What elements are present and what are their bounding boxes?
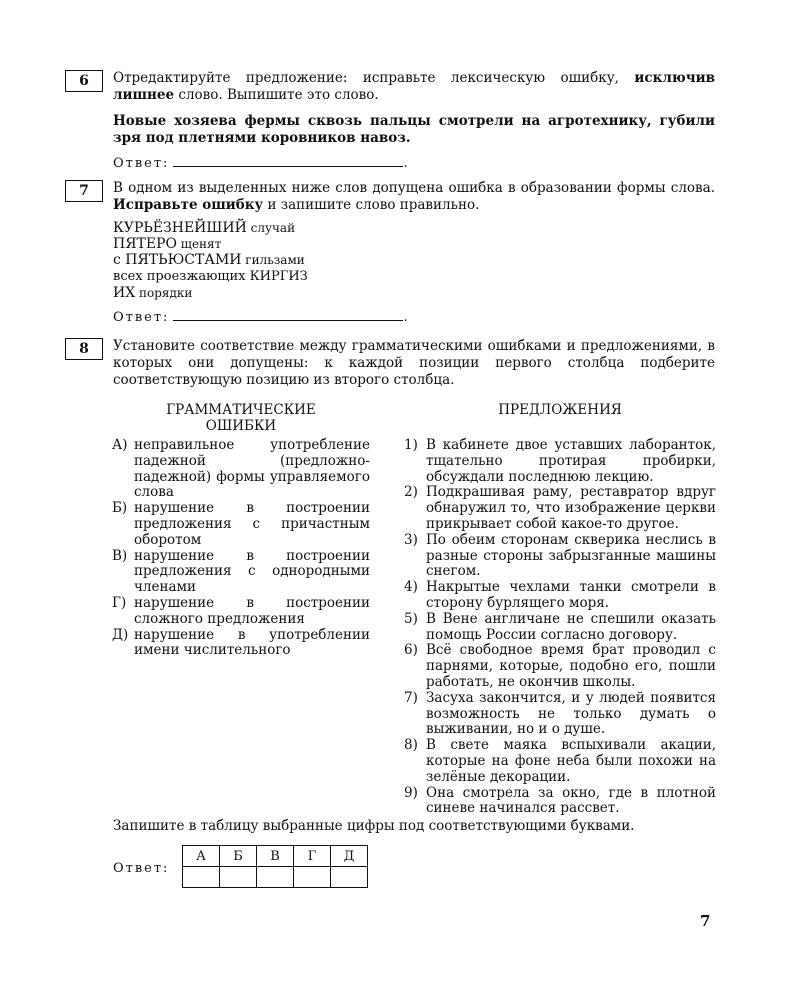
task-instruction: Отредактируйте предложение: исправьте лексическую ошибку, исключив лишнее слово. Выпишите это слово. xyxy=(113,70,715,103)
answer-cell-a[interactable] xyxy=(183,867,220,888)
sentence-item: 3) По обеим сторонам скверика неслись в разные стороны забрызганные машины снегом. xyxy=(404,531,716,580)
table-header-cell: В xyxy=(257,846,294,867)
answer-cell-d[interactable] xyxy=(331,867,368,888)
sentence-item: 2) Подкрашивая раму, реставратор вдруг обнаружил то, что изображение церкви прикрывает собой какое-то другое. xyxy=(404,484,716,532)
word-item: с ПЯТЬЮСТАМИ гильзами xyxy=(113,252,305,268)
answer-table-input-row xyxy=(183,867,368,888)
error-item: Г) нарушение в построении сложного предложения xyxy=(112,594,370,627)
table-header-cell: А xyxy=(183,846,220,867)
errors-header: ГРАММАТИЧЕСКИЕ ОШИБКИ xyxy=(166,402,316,434)
task-sentence: Новые хозяева фермы сквозь пальцы смотрели на агротехнику, губили зря под плетнями коровников навоз. xyxy=(113,113,715,146)
word-list xyxy=(113,220,715,301)
task-number: 7 xyxy=(65,180,103,202)
sentences-column xyxy=(404,402,716,817)
table-header-cell: Г xyxy=(294,846,331,867)
table-instruction: Запишите в таблицу выбранные цифры под соответствующими буквами. xyxy=(113,818,635,834)
table-header-cell: Б xyxy=(220,846,257,867)
answer-line[interactable]: Ответ: . xyxy=(113,310,408,325)
task-instruction: Установите соответствие между грамматическими ошибками и предложениями, в которых они допущены: к каждой позиции первого столбца подберите соответствующую позицию из второго столбца. xyxy=(113,338,715,388)
task-number: 8 xyxy=(65,338,103,360)
answer-field[interactable] xyxy=(173,166,403,167)
sentence-item: 5) В Вене англичане не спешили оказать помощь России согласно договору. xyxy=(404,610,716,643)
answer-table xyxy=(182,845,368,888)
error-item: Д) нарушение в употреблении имени числительного xyxy=(112,626,370,659)
error-item: Б) нарушение в построении предложения с причастным оборотом xyxy=(112,500,370,548)
error-item: В) нарушение в построении предложения с однородными членами xyxy=(112,547,370,596)
sentence-item: 1) В кабинете двое уставших лаборанток, тщательно протирая пробирки, обсуждали последнюю лекцию. xyxy=(404,437,716,485)
task-6 xyxy=(65,70,715,172)
error-item: А) неправильное употребление падежной (предложно-падежной) формы управляемого слова xyxy=(112,437,370,501)
word-item: КУРЬЁЗНЕЙШИЙ случай xyxy=(113,220,296,236)
task-8 xyxy=(65,338,715,389)
answer-cell-v[interactable] xyxy=(257,867,294,888)
sentence-item: 7) Засуха закончится, и у людей появится возможность не только думать о выживании, но и о душе. xyxy=(404,689,716,738)
task-number: 6 xyxy=(65,70,103,92)
word-item: ПЯТЕРО щенят xyxy=(113,236,222,252)
task-7 xyxy=(65,180,715,326)
sentence-item: 9) Она смотрела за окно, где в плотной синеве начинался рассвет. xyxy=(404,784,716,817)
task-instruction: В одном из выделенных ниже слов допущена ошибка в образовании формы слова. Исправьте ошибку и запишите слово правильно. xyxy=(113,180,715,213)
sentences-header: ПРЕДЛОЖЕНИЯ xyxy=(498,402,622,418)
sentence-item: 8) В свете маяка вспыхивали акации, которые на фоне неба были похожи на зелёные декорации. xyxy=(404,737,716,785)
table-header-cell: Д xyxy=(331,846,368,867)
page-number: 7 xyxy=(700,912,711,930)
sentence-item: 4) Накрытые чехлами танки смотрели в сторону бурлящего моря. xyxy=(404,579,716,611)
sentence-item: 6) Всё свободное время брат проводил с парнями, которые, подобно его, пошли работать, не окончив школы. xyxy=(404,642,716,690)
answer-label: Ответ: xyxy=(113,861,170,876)
errors-column xyxy=(112,402,370,659)
answer-field[interactable] xyxy=(173,320,403,321)
word-item: всех проезжающих КИРГИЗ xyxy=(113,269,308,284)
answer-table-header-row xyxy=(183,846,368,867)
answer-cell-g[interactable] xyxy=(294,867,331,888)
word-item: ИХ порядки xyxy=(113,285,193,301)
answer-line[interactable]: Ответ: . xyxy=(113,156,408,171)
answer-cell-b[interactable] xyxy=(220,867,257,888)
